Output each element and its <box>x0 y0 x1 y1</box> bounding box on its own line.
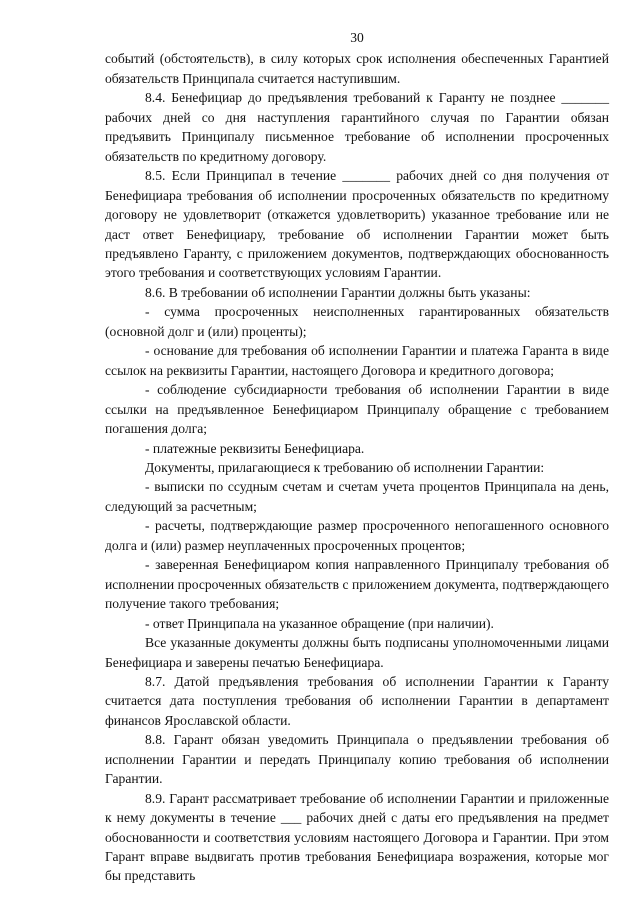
list-item: - заверенная Бенефициаром копия направленного Принципалу требования об исполнении просроченных обязательств с приложением документа, подтверждающего получение такого требования; <box>105 557 609 612</box>
list-item: - платежные реквизиты Бенефициара. <box>145 440 365 456</box>
paragraph-signatures: Все указанные документы должны быть подписаны уполномоченными лицами Бенефициара и заверены печатью Бенефициара. <box>105 635 609 670</box>
paragraph-8-8: 8.8. Гарант обязан уведомить Принципала о предъявлении требования об исполнении Гарантии и передать Принципалу копию требования об исполнении Гарантии. <box>105 732 609 787</box>
list-item: - соблюдение субсидиарности требования об исполнении Гарантии в виде ссылки на предъявленное Бенефициаром Принципалу обращение с требованием погашения долга; <box>105 382 609 437</box>
paragraph-8-5: 8.5. Если Принципал в течение _______ рабочих дней со дня получения от Бенефициара требования об исполнении просроченных обязательств по кредитному договору не удовлетворит (откажется удовлетворить) указанное требование или не даст ответ Бенефициару, требование об исполнении Гарантии может быть предъявлено Гаранту, с приложением документов, подтверждающих обоснованность этого требования и соответствующих условиям Гарантии. <box>105 168 609 281</box>
list-item: - расчеты, подтверждающие размер просроченного непогашенного основного долга и (или) размер неуплаченных просроченных процентов; <box>105 518 609 553</box>
paragraph-8-7: 8.7. Датой предъявления требования об исполнении Гарантии к Гаранту считается дата поступления требования об исполнении Гарантии в департамент финансов Ярославской области. <box>105 673 609 728</box>
list-item: - ответ Принципала на указанное обращение (при наличии). <box>145 615 494 631</box>
paragraph-continuation: событий (обстоятельств), в силу которых срок исполнения обеспеченных Гарантией обязательств Принципала считается наступившим. <box>105 51 609 86</box>
attachments-heading: Документы, прилагающиеся к требованию об исполнении Гарантии: <box>145 459 545 475</box>
list-item: - сумма просроченных неисполненных гарантированных обязательств (основной долг и (или) проценты); <box>105 304 609 339</box>
list-item: - выписки по ссудным счетам и счетам учета процентов Принципала на день, следующий за расчетным; <box>105 479 609 514</box>
page-number: 30 <box>350 30 364 45</box>
paragraph-8-4: 8.4. Бенефициар до предъявления требований к Гаранту не позднее _______ рабочих дней со дня наступления гарантийного случая по Гарантии обязан предъявить Принципалу письменное требование об исполнении просроченных обязательств по кредитному договору. <box>105 90 609 164</box>
list-item: - основание для требования об исполнении Гарантии и платежа Гаранта в виде ссылок на реквизиты Гарантии, настоящего Договора и кредитного договора; <box>105 343 609 378</box>
paragraph-8-9: 8.9. Гарант рассматривает требование об исполнении Гарантии и приложенные к нему документы в течение ___ рабочих дней с даты его предъявления на предмет обоснованности и соответствия условиям настоящего Договора и Гарантии. При этом Гарант вправе выдвигать против требования Бенефициара возражения, которые мог бы представить <box>105 790 609 884</box>
paragraph-8-6: 8.6. В требовании об исполнении Гарантии должны быть указаны: <box>145 284 531 300</box>
document-page <box>105 28 609 886</box>
